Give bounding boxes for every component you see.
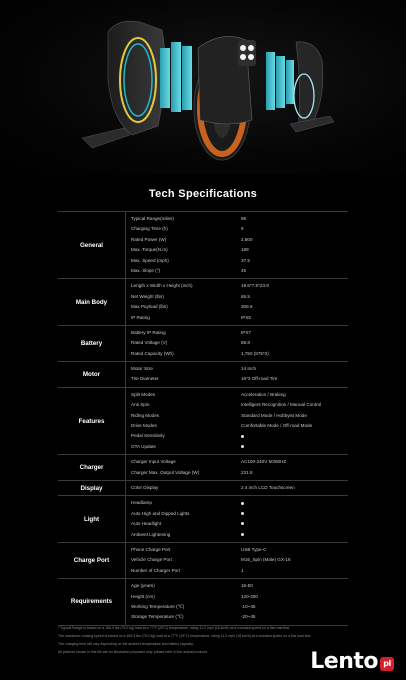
- supported-bullet-icon: [241, 435, 244, 438]
- spec-key: Working Temperature (℃): [131, 603, 185, 609]
- spec-section: [58, 496, 348, 543]
- spec-key: Height (cm): [131, 593, 155, 599]
- footnote: The maximum cruising speed is based on a 165.3 lbs (75.0 kg) load at a 77°F (25°C) temperature, riding 11.2 mph (18 km/h) at a constant speed on a flat road test.: [58, 634, 312, 638]
- spec-value: 9: [241, 226, 244, 232]
- spec-section: [58, 279, 348, 326]
- spec-row: [126, 483, 348, 493]
- spec-row: [126, 224, 348, 234]
- spec-value: [241, 498, 348, 508]
- spec-value: 2,800: [241, 236, 253, 242]
- spec-row: [126, 245, 348, 255]
- spec-section: [58, 362, 348, 388]
- page-title: Tech Specifications: [148, 188, 258, 200]
- spec-key: Drive Modes: [131, 423, 157, 429]
- spec-value: Standard Mode / Hobbyist Mode: [241, 412, 307, 418]
- spec-row: [126, 592, 348, 602]
- spec-value: -20~45: [241, 614, 256, 620]
- spec-value: M16_Spin (Male) GX-16: [241, 557, 291, 563]
- spec-key: Typical Range(miles): [131, 216, 174, 221]
- section-label: Display: [58, 481, 126, 495]
- spec-row: [126, 457, 348, 467]
- spec-key: Auto High and Dipped Lights: [131, 510, 190, 516]
- spec-key: Tire Diameter: [131, 376, 159, 382]
- supported-bullet-icon: [241, 533, 244, 536]
- section-label: Features: [58, 388, 126, 454]
- spec-value: 19.6*7.5*23.9: [241, 283, 269, 289]
- spec-rows: [126, 496, 348, 542]
- spec-value: 45: [241, 267, 247, 273]
- spec-value: 88.8: [241, 340, 250, 346]
- spec-rows: [126, 212, 348, 278]
- spec-section: [58, 212, 348, 279]
- spec-row: [126, 468, 348, 478]
- spec-row: [126, 519, 348, 529]
- spec-value: [241, 509, 348, 519]
- spec-value: 65.5: [241, 293, 250, 299]
- spec-row: [126, 374, 348, 384]
- spec-table: [58, 211, 348, 626]
- spec-rows: [126, 481, 348, 495]
- spec-value: [241, 442, 348, 452]
- section-label: Requirements: [58, 579, 126, 625]
- spec-row: [126, 390, 348, 400]
- section-label: General: [58, 212, 126, 278]
- spec-section: [58, 481, 348, 496]
- spec-value: [241, 519, 348, 529]
- spec-key: Rated Power (W): [131, 236, 167, 242]
- spec-row: [126, 400, 348, 410]
- spec-rows: [126, 362, 348, 387]
- spec-row: [126, 266, 348, 276]
- spec-value: 231.8: [241, 469, 253, 475]
- spec-row: [126, 612, 348, 622]
- spec-value: 14 Inch: [241, 366, 257, 372]
- spec-value: Comfortable Mode / Off-road Mode: [241, 423, 313, 429]
- spec-row: [126, 313, 348, 323]
- spec-value: 1,750 (875*2): [241, 350, 269, 356]
- spec-key: IP Rating: [131, 314, 150, 320]
- spec-value: IPX5: [241, 314, 251, 320]
- spec-key: Split Modes: [131, 391, 156, 397]
- spec-key: Riding Modes: [131, 412, 160, 418]
- spec-rows: [126, 279, 348, 325]
- spec-key: Charger Max. Output Voltage (W): [131, 469, 200, 475]
- spec-value: 16*3 Off-road Tire: [241, 376, 278, 382]
- footnote: * Typical Range is based on a 165.3 lbs (75.0 kg) load at a 77°F (25°C) temperature, riding 11.2 mph (18 km/h) at a constant speed on a flat road test.: [58, 626, 291, 630]
- supported-bullet-icon: [241, 445, 244, 448]
- spec-key: Vehicle Charge Port: [131, 557, 172, 563]
- spec-value: USB Type-C: [241, 546, 267, 552]
- spec-row: [126, 530, 348, 540]
- spec-key: Length x Width x Height (inch): [131, 283, 193, 289]
- spec-key: Pedal Sensitivity: [131, 433, 165, 439]
- spec-row: [126, 338, 348, 348]
- spec-key: Headlamp: [131, 500, 152, 506]
- supported-bullet-icon: [241, 522, 244, 525]
- spec-key: Ambient Lightening: [131, 531, 171, 537]
- watermark-text: Lento: [310, 649, 378, 674]
- spec-section: [58, 543, 348, 579]
- spec-key: Number of Charger Port: [131, 567, 181, 573]
- spec-row: [126, 509, 348, 519]
- exploded-unicycle-illustration: [0, 0, 406, 175]
- spec-value: 16-50: [241, 583, 253, 589]
- spec-key: Storage Temperature (℃): [131, 614, 184, 620]
- spec-row: [126, 256, 348, 266]
- spec-key: Max. Speed (mph): [131, 257, 169, 263]
- spec-value: IPX7: [241, 329, 251, 335]
- section-label: Charger: [58, 455, 126, 480]
- section-label: Main Body: [58, 279, 126, 325]
- section-label: Battery: [58, 326, 126, 361]
- spec-value: 120-200: [241, 593, 258, 599]
- spec-value: [241, 431, 348, 441]
- spec-value: 96: [241, 216, 247, 221]
- spec-section: [58, 455, 348, 481]
- spec-key: Motor Size: [131, 366, 153, 372]
- spec-value: 37.5: [241, 257, 250, 263]
- spec-section: [58, 579, 348, 626]
- spec-value: 188: [241, 247, 249, 253]
- supported-bullet-icon: [241, 512, 244, 515]
- spec-rows: [126, 388, 348, 454]
- spec-row: [126, 602, 348, 612]
- spec-section: [58, 388, 348, 455]
- spec-key: Rated Capacity (Wh): [131, 350, 174, 356]
- spec-key: Phone Charge Port: [131, 546, 171, 552]
- spec-value: 2.4 inch LCD Touchscreen: [241, 484, 295, 490]
- spec-row: [126, 364, 348, 374]
- spec-key: Max. Torque(N.m): [131, 247, 168, 253]
- footnote: The charging time will vary depending on the ambient temperature and battery capacity.: [58, 642, 194, 646]
- product-hero-image: [0, 0, 406, 175]
- spec-row: [126, 421, 348, 431]
- spec-value: AC100-240V 50/60HZ: [241, 459, 287, 465]
- spec-rows: [126, 326, 348, 361]
- spec-row: [126, 442, 348, 452]
- footnotes: [58, 626, 350, 658]
- spec-key: Battery IP Rating: [131, 329, 166, 335]
- spec-value: [241, 530, 348, 540]
- spec-value: -10~45: [241, 603, 256, 609]
- watermark-badge: pl: [380, 657, 394, 671]
- spec-key: Max Payload (lbs): [131, 304, 168, 310]
- spec-row: [126, 498, 348, 508]
- spec-key: Color Display: [131, 484, 159, 490]
- spec-row: [126, 555, 348, 565]
- spec-key: Auto Headlight: [131, 521, 162, 527]
- supported-bullet-icon: [241, 502, 244, 505]
- footnote: All pictures shown in this file are for illustration purposes only, please refer to the actual products.: [58, 650, 208, 654]
- spec-row: [126, 328, 348, 338]
- spec-key: Charger Input Voltage: [131, 459, 176, 465]
- spec-section: [58, 326, 348, 362]
- spec-key: Age (years): [131, 583, 155, 589]
- lento-watermark-logo: [310, 649, 394, 674]
- spec-rows: [126, 455, 348, 480]
- spec-rows: [126, 543, 348, 578]
- spec-row: [126, 431, 348, 441]
- spec-row: [126, 545, 348, 555]
- spec-row: [126, 214, 348, 224]
- spec-row: [126, 349, 348, 359]
- spec-value: Intelligent Recognition / Manual Control: [241, 402, 322, 408]
- spec-row: [126, 235, 348, 245]
- spec-value: Acceleration / Braking: [241, 391, 286, 397]
- spec-key: OTA Update: [131, 443, 156, 449]
- spec-value: 308.6: [241, 304, 253, 310]
- spec-key: Max. Slope (°): [131, 267, 161, 273]
- spec-row: [126, 281, 348, 291]
- spec-row: [126, 411, 348, 421]
- spec-row: [126, 581, 348, 591]
- spec-key: Rated Voltage (V): [131, 340, 168, 346]
- section-label: Light: [58, 496, 126, 542]
- spec-key: Anti Spin: [131, 402, 150, 408]
- section-label: Charge Port: [58, 543, 126, 578]
- section-label: Motor: [58, 362, 126, 387]
- spec-value: 1: [241, 567, 244, 573]
- spec-rows: [126, 579, 348, 625]
- spec-row: [126, 566, 348, 576]
- spec-row: [126, 302, 348, 312]
- spec-key: Net Weight (lbs): [131, 293, 164, 299]
- spec-key: Charging Time (h): [131, 226, 168, 232]
- spec-row: [126, 292, 348, 302]
